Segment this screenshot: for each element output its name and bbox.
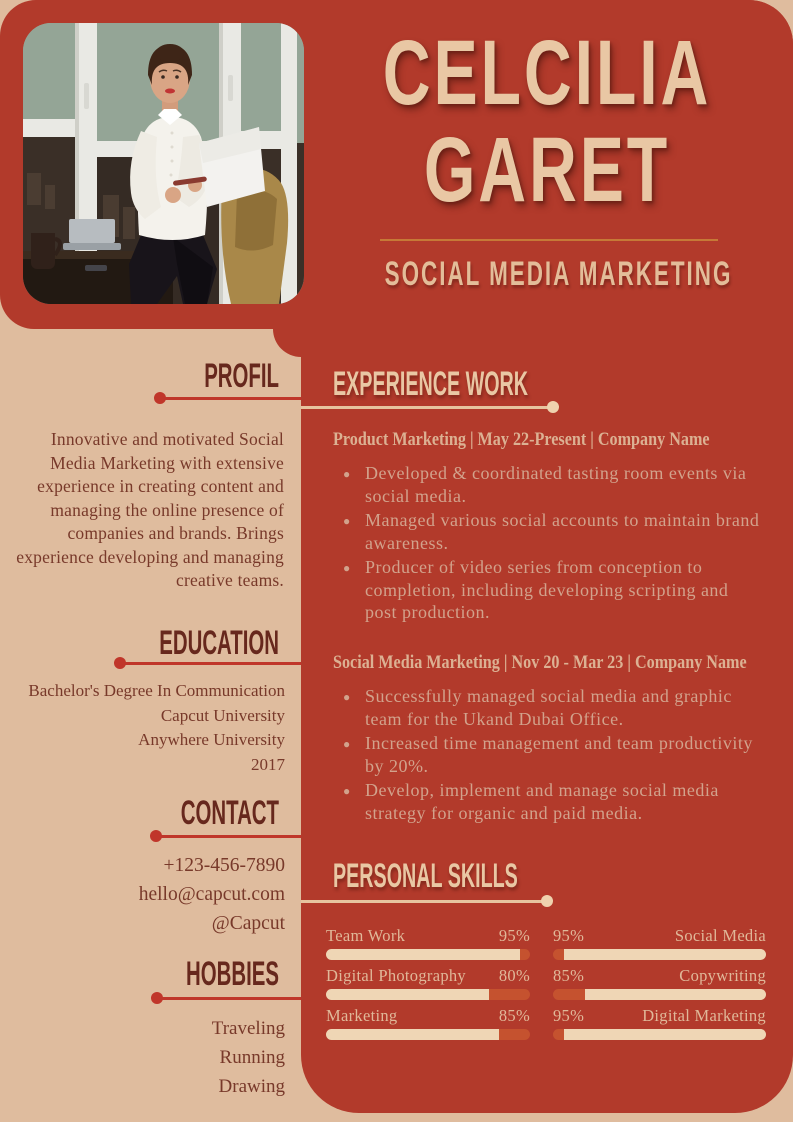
hobbies-list: [8, 1014, 285, 1101]
skill-head: [326, 926, 530, 946]
skill-percent: 95%: [553, 1006, 585, 1025]
section-title-skills: PERSONAL SKILLS: [333, 857, 518, 895]
job-heading: Product Marketing | May 22-Present | Company Name: [333, 429, 710, 450]
job-bullet-list: [333, 462, 765, 624]
name-line-1: CELCILIA: [382, 22, 712, 124]
experience-underline: [301, 406, 549, 409]
skill-bar-remainder: [553, 1029, 564, 1040]
skill-bar-fill: [326, 949, 520, 960]
contact-list: [8, 851, 285, 938]
contact-line-dot: [150, 830, 162, 842]
education-line: Anywhere University: [138, 730, 285, 749]
skill-percent: 80%: [498, 966, 530, 985]
experience-job-2: [333, 650, 765, 826]
skill-bar-remainder: [489, 989, 530, 1000]
panel-corner-fillet: [273, 329, 301, 357]
skill-percent: 85%: [498, 1006, 530, 1025]
section-title-experience: EXPERIENCE WORK: [333, 365, 529, 403]
experience-line-dot: [547, 401, 559, 413]
skill-label: Marketing: [326, 1006, 398, 1025]
skill-bar: [326, 949, 530, 960]
job-bullet: ● Develop, implement and manage social media strategy for organic and paid media.: [343, 779, 765, 824]
contact-line: hello@capcut.com: [138, 884, 285, 905]
experience-job-1: [333, 427, 765, 626]
job-bullet: ● Producer of video series from conception to completion, including developing scripting and post production.: [343, 556, 765, 624]
hobbies-line-dot: [151, 992, 163, 1004]
profile-summary: Innovative and motivated Social Media Marketing with extensive experience in creating content and managing the online presence of companies and brands. Brings experience developing and managing creative teams.: [16, 429, 284, 590]
skill-head: [326, 966, 530, 986]
skill-row: [553, 1006, 766, 1040]
education-line: Capcut University: [160, 705, 285, 725]
job-title-subtitle: SOCIAL MEDIA MARKETING: [384, 255, 733, 293]
job-bullet-list: [333, 685, 765, 824]
skill-bar: [553, 1029, 766, 1040]
skill-bar: [553, 989, 766, 1000]
profile-underline: [160, 397, 301, 400]
contact-line: +123-456-7890: [163, 855, 285, 876]
skill-bar-fill: [326, 989, 489, 1000]
skill-bar-fill: [564, 1029, 766, 1040]
skill-bar-remainder: [499, 1029, 530, 1040]
skill-bar: [553, 949, 766, 960]
education-list: [8, 679, 285, 777]
skill-percent: 85%: [553, 966, 585, 985]
job-bullet: ● Developed & coordinated tasting room events via social media.: [343, 462, 765, 507]
skill-row: [326, 926, 530, 960]
skill-row: [553, 966, 766, 1000]
skill-label: Digital Photography: [326, 966, 466, 985]
skill-bar: [326, 989, 530, 1000]
header-divider: [380, 239, 718, 241]
section-title-hobbies: HOBBIES: [186, 955, 279, 993]
skill-bar-fill: [585, 989, 766, 1000]
contact-underline: [156, 835, 301, 838]
skill-head: [553, 966, 766, 986]
section-title-education: EDUCATION: [159, 624, 279, 662]
skill-label: Team Work: [326, 926, 406, 945]
section-title-contact: CONTACT: [180, 794, 279, 832]
profile-line-dot: [154, 392, 166, 404]
hobby-item: Running: [219, 1047, 285, 1068]
skill-bar-remainder: [553, 949, 564, 960]
skill-row: [553, 926, 766, 960]
skills-column-right: [553, 926, 766, 1046]
skills-column-left: [326, 926, 530, 1046]
skill-bar-fill: [564, 949, 766, 960]
name-line-2: GARET: [423, 119, 671, 221]
skill-head: [553, 926, 766, 946]
education-underline: [120, 662, 301, 665]
skill-label: Social Media: [674, 926, 766, 945]
hobbies-underline: [157, 997, 301, 1000]
profile-photo: [23, 23, 304, 304]
job-heading: Social Media Marketing | Nov 20 - Mar 23 | Company Name: [333, 652, 747, 673]
skill-label: Digital Marketing: [642, 1006, 766, 1025]
skill-label: Copywriting: [679, 966, 766, 985]
job-bullet: ● Increased time management and team productivity by 20%.: [343, 732, 765, 777]
profile-photo-illustration: [23, 23, 304, 304]
hobby-item: Drawing: [218, 1076, 285, 1097]
skill-row: [326, 1006, 530, 1040]
education-line-dot: [114, 657, 126, 669]
job-bullet: ● Successfully managed social media and graphic team for the Ukand Dubai Office.: [343, 685, 765, 730]
skill-bar-remainder: [520, 949, 530, 960]
skill-row: [326, 966, 530, 1000]
skill-bar-remainder: [553, 989, 585, 1000]
skill-head: [553, 1006, 766, 1026]
name-heading: [301, 22, 793, 221]
skill-percent: 95%: [553, 926, 585, 945]
skill-percent: 95%: [498, 926, 530, 945]
skill-bar: [326, 1029, 530, 1040]
job-bullet: ● Managed various social accounts to maintain brand awareness.: [343, 509, 765, 554]
skill-head: [326, 1006, 530, 1026]
education-line: Bachelor's Degree In Communication: [28, 681, 285, 700]
education-line: 2017: [251, 754, 285, 774]
contact-line: @Capcut: [211, 913, 285, 934]
hobby-item: Traveling: [211, 1018, 285, 1039]
skills-underline: [301, 900, 547, 903]
skills-line-dot: [541, 895, 553, 907]
skill-bar-fill: [326, 1029, 499, 1040]
section-title-profile: PROFIL: [204, 357, 279, 395]
